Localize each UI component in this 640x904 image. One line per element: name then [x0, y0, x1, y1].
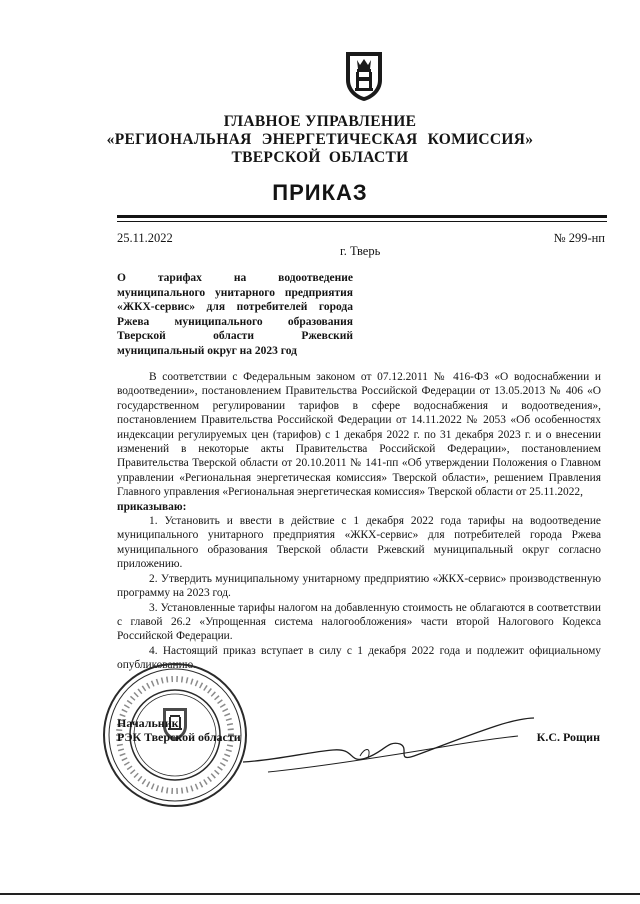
header-divider-thin [117, 221, 607, 222]
signer-title-line-1: Начальник [117, 716, 179, 730]
document-date: 25.11.2022 [117, 231, 173, 245]
preamble-paragraph: В соответствии с Федеральным законом от 07.12.2011 № 416-ФЗ «О водоснабжении и водоотведении», постановлением Правительства Российской Федерации от 13.05.2013 № 406 «О государственном регулировании тарифов в сфере водоснабжения и водоотведения», постановлением Правительства Российской Федерации от 14.11.2022 № 2053 «Об особенностях индексации регулируемых цен (тарифов) с 1 декабря 2022 г. по 31 декабря 2023 г. и о внесении изменений в некоторые акты Правительства Российской Федерации», постановлением Правительства Тверской области от 20.10.2011 № 141-пп «Об утверждении Положения о Главном управлении «Региональная энергетическая комиссия» Тверской области», решением Правления Главного управления «Региональная энергетическая комиссия» Тверской области от 25.11.2022, [117, 371, 601, 499]
document-type-title: ПРИКАЗ [272, 180, 368, 205]
order-item-1: 1. Установить и ввести в действие с 1 декабря 2022 года тарифы на водоотведение муниципального унитарного предприятия «ЖКХ-сервис» для потребителей города Ржева муниципального образования Тверской области Ржевский муниципальный округ согласно приложению. [117, 515, 601, 571]
scan-edge-line [0, 893, 640, 895]
signer-name: К.С. Рощин [536, 730, 600, 744]
order-item-3: 3. Установленные тарифы налогом на добавленную стоимость не облагаются в соответствии с главой 26.2 «Упрощенная система налогообложения» части второй Налогового Кодекса Российской Федерации. [117, 601, 601, 643]
handwritten-signature-icon [238, 712, 538, 778]
document-city: г. Тверь [340, 244, 381, 258]
header-divider-thick [117, 215, 607, 218]
signer-title-line-2: РЭК Тверской области [117, 730, 241, 744]
document-subject: О тарифах на водоотведение муниципального унитарного предприятия «ЖКХ-сервис» для потребителей города Ржева муниципального образования Тверской области Ржевский муниципальный округ на 2023 год [117, 272, 353, 357]
order-item-4: 4. Настоящий приказ вступает в силу с 1 декабря 2022 года и подлежит официальному опубликованию. [117, 644, 601, 672]
authority-name-line-1: ГЛАВНОЕ УПРАВЛЕНИЕ [223, 113, 417, 130]
document-body [117, 370, 601, 673]
document-number: № 299-нп [553, 231, 605, 245]
authority-name-line-3: ТВЕРСКОЙ ОБЛАСТИ [231, 149, 409, 166]
order-keyword: приказываю: [117, 500, 187, 513]
order-item-2: 2. Утвердить муниципальному унитарному предприятию «ЖКХ-сервис» производственную программу на 2023 год. [117, 572, 601, 600]
authority-name-line-2: «РЕГИОНАЛЬНАЯ ЭНЕРГЕТИЧЕСКАЯ КОМИССИЯ» [106, 131, 534, 148]
tver-coat-of-arms-icon [344, 50, 384, 102]
